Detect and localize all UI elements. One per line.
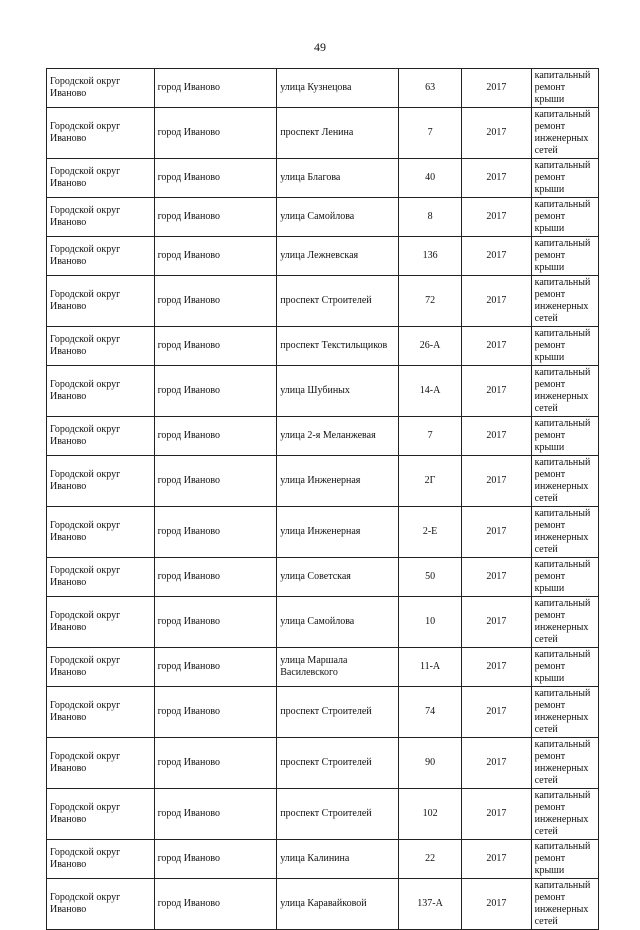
district-cell: Городской округ Иваново <box>47 840 155 879</box>
district-cell: Городской округ Иваново <box>47 159 155 198</box>
year-cell: 2017 <box>462 648 531 687</box>
street-cell: улица Инженерная <box>277 456 399 507</box>
street-cell: проспект Строителей <box>277 276 399 327</box>
house-number-cell: 11-А <box>398 648 461 687</box>
city-cell: город Иваново <box>154 558 277 597</box>
year-cell: 2017 <box>462 198 531 237</box>
city-cell: город Иваново <box>154 159 277 198</box>
house-number-cell: 74 <box>398 687 461 738</box>
city-cell: город Иваново <box>154 198 277 237</box>
district-cell: Городской округ Иваново <box>47 456 155 507</box>
table-body <box>47 69 599 930</box>
work-type-cell: капитальный ремонт крыши <box>531 417 598 456</box>
table-row <box>47 366 599 417</box>
work-type-cell: капитальный ремонт крыши <box>531 558 598 597</box>
year-cell: 2017 <box>462 108 531 159</box>
work-type-cell: капитальный ремонт инженерных сетей <box>531 879 598 930</box>
house-number-cell: 7 <box>398 108 461 159</box>
street-cell: улица Маршала Василевского <box>277 648 399 687</box>
city-cell: город Иваново <box>154 738 277 789</box>
repair-schedule-table <box>46 68 599 930</box>
work-type-cell: капитальный ремонт крыши <box>531 648 598 687</box>
street-cell: проспект Строителей <box>277 789 399 840</box>
work-type-cell: капитальный ремонт крыши <box>531 327 598 366</box>
table-row <box>47 417 599 456</box>
year-cell: 2017 <box>462 879 531 930</box>
table-row <box>47 558 599 597</box>
street-cell: проспект Ленина <box>277 108 399 159</box>
district-cell: Городской округ Иваново <box>47 879 155 930</box>
street-cell: улица Кузнецова <box>277 69 399 108</box>
district-cell: Городской округ Иваново <box>47 108 155 159</box>
work-type-cell: капитальный ремонт инженерных сетей <box>531 738 598 789</box>
page-number: 49 <box>314 40 326 54</box>
street-cell: улица Благова <box>277 159 399 198</box>
city-cell: город Иваново <box>154 507 277 558</box>
house-number-cell: 136 <box>398 237 461 276</box>
district-cell: Городской округ Иваново <box>47 69 155 108</box>
year-cell: 2017 <box>462 507 531 558</box>
city-cell: город Иваново <box>154 276 277 327</box>
city-cell: город Иваново <box>154 789 277 840</box>
year-cell: 2017 <box>462 276 531 327</box>
table-row <box>47 840 599 879</box>
year-cell: 2017 <box>462 159 531 198</box>
district-cell: Городской округ Иваново <box>47 237 155 276</box>
house-number-cell: 14-А <box>398 366 461 417</box>
year-cell: 2017 <box>462 687 531 738</box>
district-cell: Городской округ Иваново <box>47 276 155 327</box>
year-cell: 2017 <box>462 738 531 789</box>
street-cell: проспект Строителей <box>277 738 399 789</box>
house-number-cell: 102 <box>398 789 461 840</box>
city-cell: город Иваново <box>154 366 277 417</box>
house-number-cell: 22 <box>398 840 461 879</box>
year-cell: 2017 <box>462 237 531 276</box>
work-type-cell: капитальный ремонт крыши <box>531 237 598 276</box>
house-number-cell: 50 <box>398 558 461 597</box>
district-cell: Городской округ Иваново <box>47 558 155 597</box>
table-row <box>47 507 599 558</box>
year-cell: 2017 <box>462 366 531 417</box>
district-cell: Городской округ Иваново <box>47 198 155 237</box>
table-row <box>47 327 599 366</box>
year-cell: 2017 <box>462 597 531 648</box>
city-cell: город Иваново <box>154 327 277 366</box>
house-number-cell: 8 <box>398 198 461 237</box>
district-cell: Городской округ Иваново <box>47 327 155 366</box>
table-row <box>47 276 599 327</box>
house-number-cell: 2Г <box>398 456 461 507</box>
work-type-cell: капитальный ремонт инженерных сетей <box>531 597 598 648</box>
district-cell: Городской округ Иваново <box>47 687 155 738</box>
year-cell: 2017 <box>462 327 531 366</box>
table-row <box>47 738 599 789</box>
work-type-cell: капитальный ремонт инженерных сетей <box>531 366 598 417</box>
city-cell: город Иваново <box>154 69 277 108</box>
year-cell: 2017 <box>462 417 531 456</box>
street-cell: улица Каравайковой <box>277 879 399 930</box>
year-cell: 2017 <box>462 840 531 879</box>
table-row <box>47 456 599 507</box>
year-cell: 2017 <box>462 69 531 108</box>
house-number-cell: 63 <box>398 69 461 108</box>
street-cell: улица Советская <box>277 558 399 597</box>
table-row <box>47 108 599 159</box>
work-type-cell: капитальный ремонт инженерных сетей <box>531 687 598 738</box>
work-type-cell: капитальный ремонт инженерных сетей <box>531 108 598 159</box>
work-type-cell: капитальный ремонт крыши <box>531 198 598 237</box>
year-cell: 2017 <box>462 456 531 507</box>
city-cell: город Иваново <box>154 417 277 456</box>
work-type-cell: капитальный ремонт инженерных сетей <box>531 789 598 840</box>
street-cell: улица Инженерная <box>277 507 399 558</box>
district-cell: Городской округ Иваново <box>47 738 155 789</box>
street-cell: улица Самойлова <box>277 597 399 648</box>
house-number-cell: 7 <box>398 417 461 456</box>
street-cell: улица Шубиных <box>277 366 399 417</box>
district-cell: Городской округ Иваново <box>47 648 155 687</box>
house-number-cell: 10 <box>398 597 461 648</box>
street-cell: улица Лежневская <box>277 237 399 276</box>
house-number-cell: 26-А <box>398 327 461 366</box>
house-number-cell: 40 <box>398 159 461 198</box>
house-number-cell: 137-А <box>398 879 461 930</box>
table-row <box>47 789 599 840</box>
work-type-cell: капитальный ремонт крыши <box>531 159 598 198</box>
table-row <box>47 198 599 237</box>
street-cell: улица Калинина <box>277 840 399 879</box>
work-type-cell: капитальный ремонт инженерных сетей <box>531 456 598 507</box>
street-cell: улица 2-я Меланжевая <box>277 417 399 456</box>
table-row <box>47 648 599 687</box>
street-cell: проспект Строителей <box>277 687 399 738</box>
city-cell: город Иваново <box>154 840 277 879</box>
city-cell: город Иваново <box>154 687 277 738</box>
district-cell: Городской округ Иваново <box>47 789 155 840</box>
district-cell: Городской округ Иваново <box>47 507 155 558</box>
city-cell: город Иваново <box>154 456 277 507</box>
year-cell: 2017 <box>462 789 531 840</box>
work-type-cell: капитальный ремонт крыши <box>531 840 598 879</box>
house-number-cell: 90 <box>398 738 461 789</box>
district-cell: Городской округ Иваново <box>47 417 155 456</box>
city-cell: город Иваново <box>154 648 277 687</box>
city-cell: город Иваново <box>154 108 277 159</box>
table-row <box>47 69 599 108</box>
district-cell: Городской округ Иваново <box>47 366 155 417</box>
work-type-cell: капитальный ремонт инженерных сетей <box>531 276 598 327</box>
work-type-cell: капитальный ремонт крыши <box>531 69 598 108</box>
city-cell: город Иваново <box>154 597 277 648</box>
work-type-cell: капитальный ремонт инженерных сетей <box>531 507 598 558</box>
house-number-cell: 72 <box>398 276 461 327</box>
table-row <box>47 237 599 276</box>
street-cell: улица Самойлова <box>277 198 399 237</box>
city-cell: город Иваново <box>154 237 277 276</box>
house-number-cell: 2-Е <box>398 507 461 558</box>
city-cell: город Иваново <box>154 879 277 930</box>
table-row <box>47 687 599 738</box>
district-cell: Городской округ Иваново <box>47 597 155 648</box>
street-cell: проспект Текстильщиков <box>277 327 399 366</box>
table-row <box>47 159 599 198</box>
table-row <box>47 597 599 648</box>
year-cell: 2017 <box>462 558 531 597</box>
table-row <box>47 879 599 930</box>
